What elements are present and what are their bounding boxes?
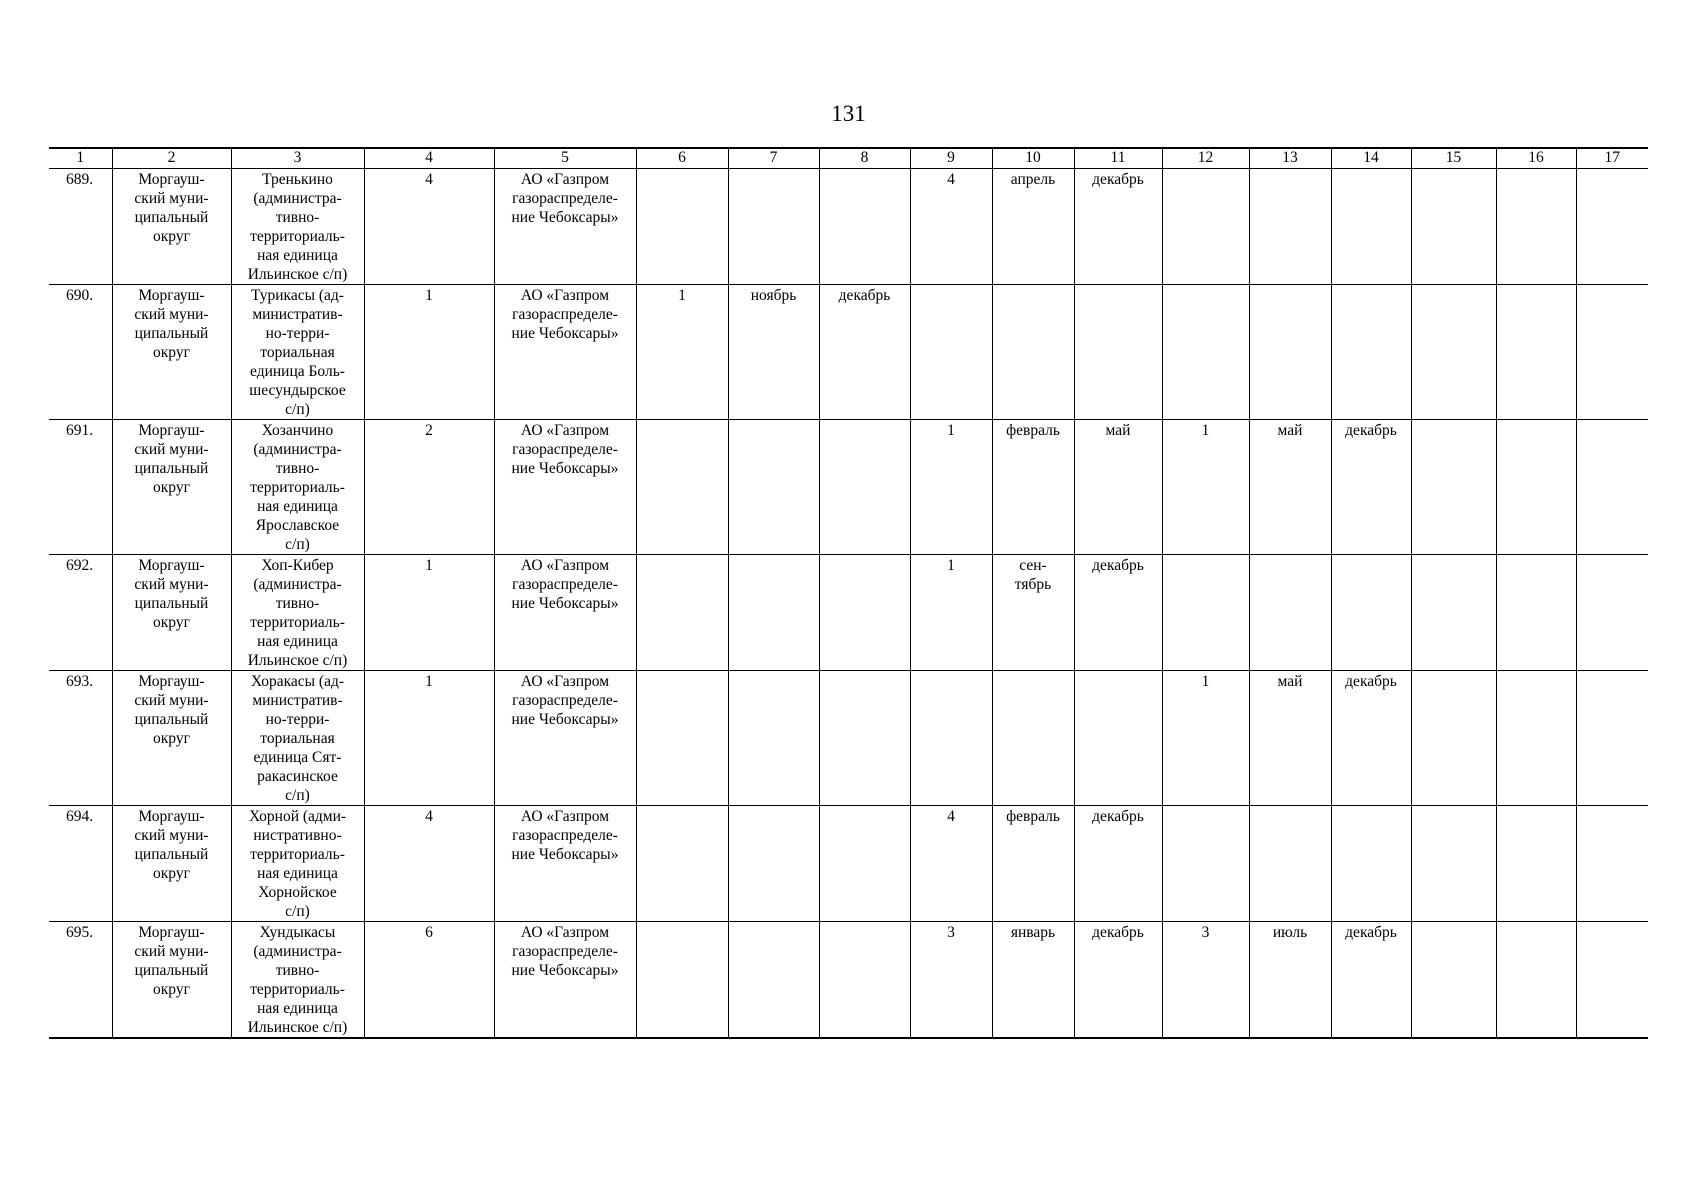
- column-number-17: 17: [1576, 148, 1648, 169]
- column-number-7: 7: [728, 148, 819, 169]
- cell-col-14: декабрь: [1331, 420, 1411, 555]
- cell-col-14: [1331, 806, 1411, 922]
- cell-col-11: декабрь: [1074, 555, 1162, 671]
- settlement-cell: Турикасы (ад- министратив- но-терри- ториальная единица Боль- шесундырское с/п): [231, 285, 364, 420]
- count-cell: 6: [364, 922, 494, 1039]
- cell-col-13: [1249, 169, 1331, 285]
- cell-col-10: сен- тябрь: [992, 555, 1074, 671]
- cell-col-13: май: [1249, 420, 1331, 555]
- cell-col-6: 1: [636, 285, 728, 420]
- count-cell: 2: [364, 420, 494, 555]
- column-number-1: 1: [49, 148, 112, 169]
- cell-col-12: [1162, 169, 1249, 285]
- cell-col-15: [1411, 420, 1496, 555]
- cell-col-9: 4: [910, 806, 992, 922]
- district-cell: Моргауш- ский муни- ципальный округ: [112, 922, 231, 1039]
- cell-col-14: [1331, 285, 1411, 420]
- cell-col-6: [636, 555, 728, 671]
- row-number: 694.: [49, 806, 112, 922]
- page-number: 131: [831, 101, 866, 126]
- cell-col-7: [728, 555, 819, 671]
- cell-col-10: февраль: [992, 420, 1074, 555]
- column-number-11: 11: [1074, 148, 1162, 169]
- operator-cell: АО «Газпром газораспределе- ние Чебоксары»: [494, 169, 636, 285]
- cell-col-17: [1576, 806, 1648, 922]
- cell-col-8: [819, 169, 910, 285]
- cell-col-8: [819, 420, 910, 555]
- gasification-schedule-table: [49, 147, 1648, 1039]
- cell-col-11: [1074, 285, 1162, 420]
- cell-col-9: 3: [910, 922, 992, 1039]
- column-number-4: 4: [364, 148, 494, 169]
- cell-col-15: [1411, 285, 1496, 420]
- cell-col-17: [1576, 671, 1648, 806]
- operator-cell: АО «Газпром газораспределе- ние Чебоксары»: [494, 285, 636, 420]
- column-number-3: 3: [231, 148, 364, 169]
- table-row: [49, 420, 1648, 555]
- cell-col-7: [728, 169, 819, 285]
- column-number-10: 10: [992, 148, 1074, 169]
- operator-cell: АО «Газпром газораспределе- ние Чебоксары»: [494, 806, 636, 922]
- cell-col-12: [1162, 806, 1249, 922]
- table-row: [49, 922, 1648, 1039]
- cell-col-8: [819, 555, 910, 671]
- settlement-cell: Хоп-Кибер (администра- тивно- территориаль- ная единица Ильинское с/п): [231, 555, 364, 671]
- count-cell: 1: [364, 555, 494, 671]
- cell-col-11: декабрь: [1074, 806, 1162, 922]
- row-number: 693.: [49, 671, 112, 806]
- cell-col-7: ноябрь: [728, 285, 819, 420]
- district-cell: Моргауш- ский муни- ципальный округ: [112, 285, 231, 420]
- settlement-cell: Хозанчино (администра- тивно- территориаль- ная единица Ярославское с/п): [231, 420, 364, 555]
- cell-col-14: [1331, 169, 1411, 285]
- cell-col-16: [1496, 420, 1576, 555]
- cell-col-12: 1: [1162, 420, 1249, 555]
- cell-col-13: [1249, 806, 1331, 922]
- cell-col-7: [728, 922, 819, 1039]
- cell-col-8: декабрь: [819, 285, 910, 420]
- table-row: [49, 169, 1648, 285]
- table-row: [49, 285, 1648, 420]
- column-number-5: 5: [494, 148, 636, 169]
- cell-col-9: 1: [910, 555, 992, 671]
- cell-col-13: [1249, 555, 1331, 671]
- cell-col-6: [636, 806, 728, 922]
- cell-col-7: [728, 671, 819, 806]
- cell-col-13: май: [1249, 671, 1331, 806]
- cell-col-10: январь: [992, 922, 1074, 1039]
- cell-col-15: [1411, 555, 1496, 671]
- column-number-8: 8: [819, 148, 910, 169]
- count-cell: 1: [364, 671, 494, 806]
- district-cell: Моргауш- ский муни- ципальный округ: [112, 420, 231, 555]
- column-number-15: 15: [1411, 148, 1496, 169]
- settlement-cell: Хундыкасы (администра- тивно- территориаль- ная единица Ильинское с/п): [231, 922, 364, 1039]
- cell-col-16: [1496, 806, 1576, 922]
- table-row: [49, 671, 1648, 806]
- count-cell: 4: [364, 806, 494, 922]
- column-number-13: 13: [1249, 148, 1331, 169]
- row-number: 689.: [49, 169, 112, 285]
- cell-col-10: апрель: [992, 169, 1074, 285]
- cell-col-17: [1576, 922, 1648, 1039]
- cell-col-7: [728, 420, 819, 555]
- cell-col-16: [1496, 671, 1576, 806]
- cell-col-6: [636, 922, 728, 1039]
- operator-cell: АО «Газпром газораспределе- ние Чебоксары»: [494, 555, 636, 671]
- cell-col-11: декабрь: [1074, 169, 1162, 285]
- district-cell: Моргауш- ский муни- ципальный округ: [112, 169, 231, 285]
- operator-cell: АО «Газпром газораспределе- ние Чебоксары»: [494, 420, 636, 555]
- row-number: 695.: [49, 922, 112, 1039]
- district-cell: Моргауш- ский муни- ципальный округ: [112, 671, 231, 806]
- column-number-16: 16: [1496, 148, 1576, 169]
- cell-col-9: [910, 285, 992, 420]
- cell-col-17: [1576, 420, 1648, 555]
- cell-col-15: [1411, 169, 1496, 285]
- cell-col-16: [1496, 922, 1576, 1039]
- count-cell: 1: [364, 285, 494, 420]
- cell-col-12: [1162, 285, 1249, 420]
- cell-col-11: [1074, 671, 1162, 806]
- row-number: 692.: [49, 555, 112, 671]
- cell-col-17: [1576, 169, 1648, 285]
- operator-cell: АО «Газпром газораспределе- ние Чебоксары»: [494, 671, 636, 806]
- cell-col-14: декабрь: [1331, 671, 1411, 806]
- cell-col-14: [1331, 555, 1411, 671]
- settlement-cell: Тренькино (администра- тивно- территориаль- ная единица Ильинское с/п): [231, 169, 364, 285]
- cell-col-11: декабрь: [1074, 922, 1162, 1039]
- cell-col-14: декабрь: [1331, 922, 1411, 1039]
- cell-col-15: [1411, 922, 1496, 1039]
- cell-col-7: [728, 806, 819, 922]
- cell-col-10: февраль: [992, 806, 1074, 922]
- column-number-2: 2: [112, 148, 231, 169]
- cell-col-17: [1576, 555, 1648, 671]
- cell-col-12: 1: [1162, 671, 1249, 806]
- cell-col-10: [992, 671, 1074, 806]
- column-number-6: 6: [636, 148, 728, 169]
- row-number: 690.: [49, 285, 112, 420]
- settlement-cell: Хоракасы (ад- министратив- но-терри- ториальная единица Сят- ракасинское с/п): [231, 671, 364, 806]
- cell-col-9: 1: [910, 420, 992, 555]
- cell-col-13: [1249, 285, 1331, 420]
- cell-col-8: [819, 806, 910, 922]
- cell-col-15: [1411, 671, 1496, 806]
- cell-col-16: [1496, 169, 1576, 285]
- cell-col-10: [992, 285, 1074, 420]
- cell-col-9: [910, 671, 992, 806]
- column-number-9: 9: [910, 148, 992, 169]
- column-number-12: 12: [1162, 148, 1249, 169]
- cell-col-16: [1496, 555, 1576, 671]
- row-number: 691.: [49, 420, 112, 555]
- cell-col-12: [1162, 555, 1249, 671]
- table-row: [49, 806, 1648, 922]
- cell-col-8: [819, 671, 910, 806]
- cell-col-6: [636, 420, 728, 555]
- column-number-row: [49, 148, 1648, 169]
- column-number-14: 14: [1331, 148, 1411, 169]
- cell-col-6: [636, 169, 728, 285]
- operator-cell: АО «Газпром газораспределе- ние Чебоксары»: [494, 922, 636, 1039]
- cell-col-11: май: [1074, 420, 1162, 555]
- cell-col-17: [1576, 285, 1648, 420]
- cell-col-6: [636, 671, 728, 806]
- district-cell: Моргауш- ский муни- ципальный округ: [112, 555, 231, 671]
- cell-col-13: июль: [1249, 922, 1331, 1039]
- cell-col-12: 3: [1162, 922, 1249, 1039]
- cell-col-16: [1496, 285, 1576, 420]
- cell-col-9: 4: [910, 169, 992, 285]
- cell-col-8: [819, 922, 910, 1039]
- table-row: [49, 555, 1648, 671]
- district-cell: Моргауш- ский муни- ципальный округ: [112, 806, 231, 922]
- settlement-cell: Хорной (адми- нистративно- территориаль- ная единица Хорнойское с/п): [231, 806, 364, 922]
- cell-col-15: [1411, 806, 1496, 922]
- count-cell: 4: [364, 169, 494, 285]
